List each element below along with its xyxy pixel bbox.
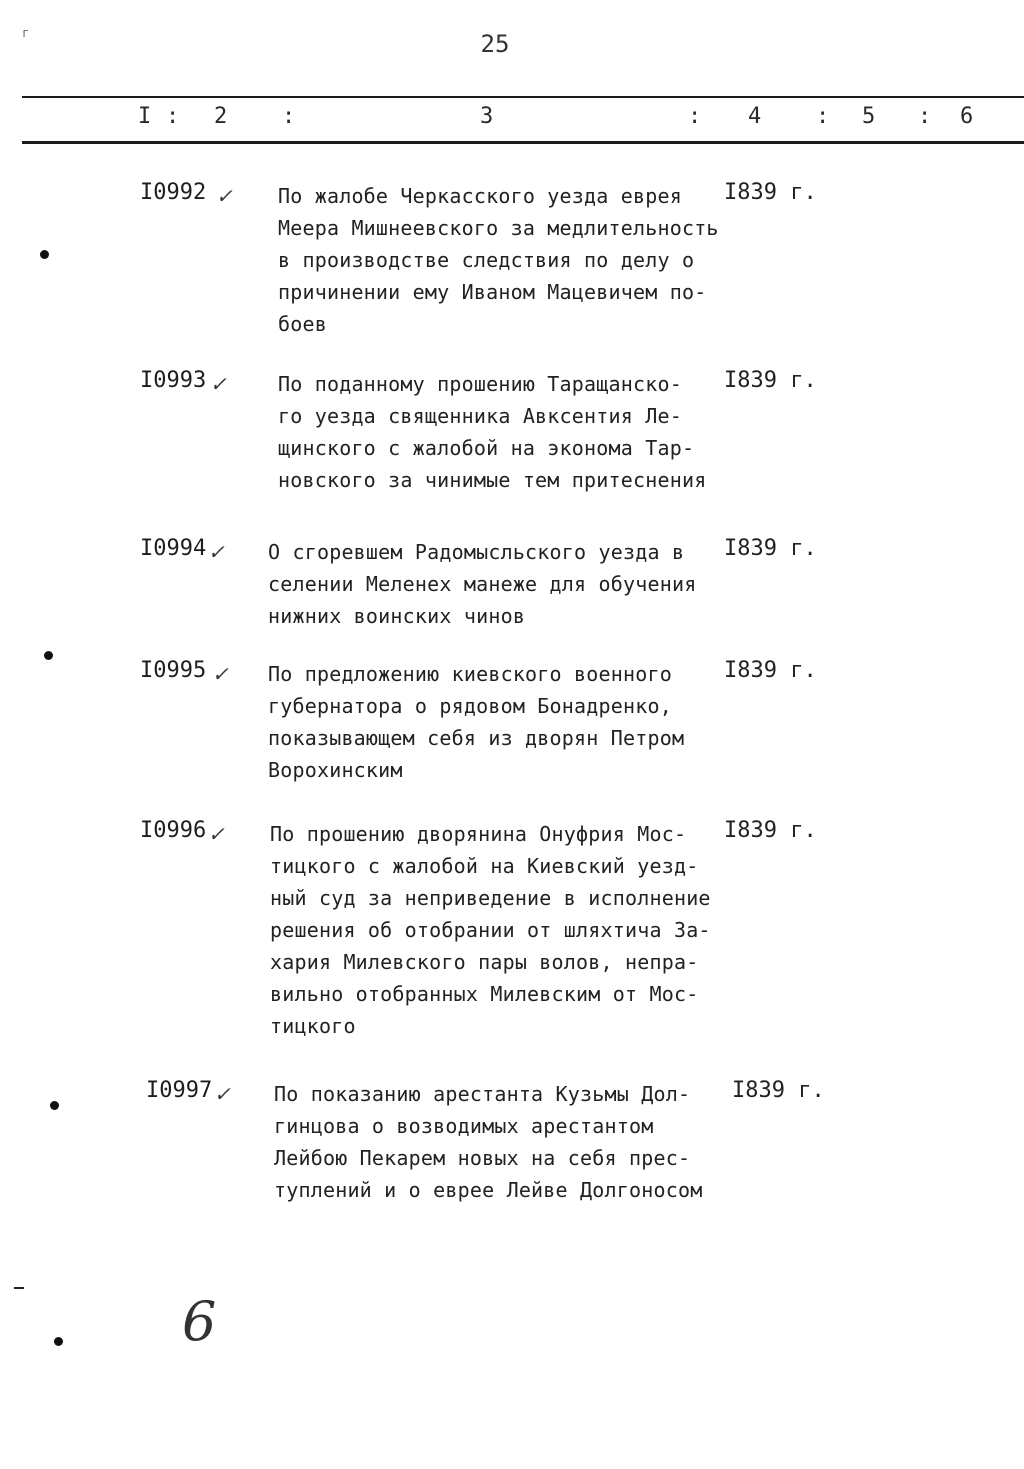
margin-mark [14, 1287, 24, 1289]
record-year: I839 г. [724, 180, 817, 205]
description-line: тицкого [270, 1014, 356, 1038]
column-separator: : [282, 104, 296, 129]
record-number: I0992 [140, 180, 207, 205]
description-line: Меера Мишнеевского за медлительность [278, 216, 719, 240]
column-header-4: 4 [748, 104, 762, 129]
description-line: показывающем себя из дворян Петром [268, 726, 685, 750]
record-year: I839 г. [724, 658, 817, 683]
column-separator: : [688, 104, 702, 129]
description-line: щинского с жалобой на эконома Тар- [278, 436, 695, 460]
record-number: I0993 [140, 368, 207, 393]
record-description [268, 658, 728, 786]
description-line: в производстве следствия по делу о [278, 248, 695, 272]
check-mark-icon: ✓ [212, 662, 229, 686]
description-line: хария Милевского пары волов, непра- [270, 950, 699, 974]
description-line: причинении ему Иваном Мацевичем по- [278, 280, 707, 304]
record-number: I0995 [140, 658, 207, 683]
record-year: I839 г. [724, 368, 817, 393]
binder-hole-dot [44, 651, 53, 660]
record-number: I0996 [140, 818, 207, 843]
description-line: По прошению дворянина Онуфрия Мос- [270, 822, 687, 846]
description-line: Лейбою Пекарем новых на себя прес- [274, 1146, 691, 1170]
record-year: I839 г. [724, 818, 817, 843]
description-line: По поданному прошению Таращанско- [278, 372, 682, 396]
header-rule-bottom [22, 141, 1024, 144]
description-line: боев [278, 312, 327, 336]
description-line: По жалобе Черкасского уезда еврея [278, 184, 682, 208]
record-description [268, 536, 728, 632]
check-mark-icon: ✓ [214, 1082, 231, 1106]
column-separator: : [816, 104, 830, 129]
description-line: го уезда священника Авксентия Ле- [278, 404, 682, 428]
record-description [278, 180, 738, 340]
record-description [270, 818, 730, 1042]
binder-hole-dot [40, 250, 49, 259]
description-line: ный суд за неприведение в исполнение [270, 886, 711, 910]
description-line: тицкого с жалобой на Киевский уезд- [270, 854, 699, 878]
description-line: Ворохинским [268, 758, 403, 782]
header-rule-top [22, 96, 1024, 98]
check-mark-icon: ✓ [208, 822, 225, 846]
column-header-5: 5 [862, 104, 876, 129]
record-number: I0997 [146, 1078, 213, 1103]
column-separator: : [166, 104, 180, 129]
record-year: I839 г. [732, 1078, 825, 1103]
page-number: 25 [480, 30, 510, 58]
description-line: По предложению киевского военного [268, 662, 672, 686]
check-mark-icon: ✓ [208, 540, 225, 564]
column-header-1: I [138, 104, 152, 129]
description-line: губернатора о рядовом Бонадренко, [268, 694, 672, 718]
column-header-3: 3 [480, 104, 494, 129]
description-line: нижних воинских чинов [268, 604, 526, 628]
record-description [278, 368, 738, 496]
record-year: I839 г. [724, 536, 817, 561]
check-mark-icon: ✓ [210, 372, 227, 396]
description-line: селении Меленех манеже для обучения [268, 572, 697, 596]
description-line: решения об отобрании от шляхтича За- [270, 918, 711, 942]
column-header-6: 6 [960, 104, 974, 129]
description-line: новского за чинимые тем притеснения [278, 468, 707, 492]
corner-mark: г [22, 26, 30, 40]
column-separator: : [918, 104, 932, 129]
description-line: гинцова о возводимых арестантом [274, 1114, 654, 1138]
description-line: туплений и о еврее Лейве Долгоносом [274, 1178, 703, 1202]
check-mark-icon: ✓ [216, 184, 233, 208]
description-line: По показанию арестанта Кузьмы Дол- [274, 1082, 691, 1106]
handwritten-page-number: 6 [182, 1290, 217, 1353]
description-line: вильно отобранных Милевским от Мос- [270, 982, 699, 1006]
record-number: I0994 [140, 536, 207, 561]
description-line: О сгоревшем Радомысльского уезда в [268, 540, 685, 564]
record-description [274, 1078, 734, 1206]
column-header-2: 2 [214, 104, 228, 129]
binder-hole-dot [50, 1101, 59, 1110]
binder-hole-dot [54, 1337, 63, 1346]
